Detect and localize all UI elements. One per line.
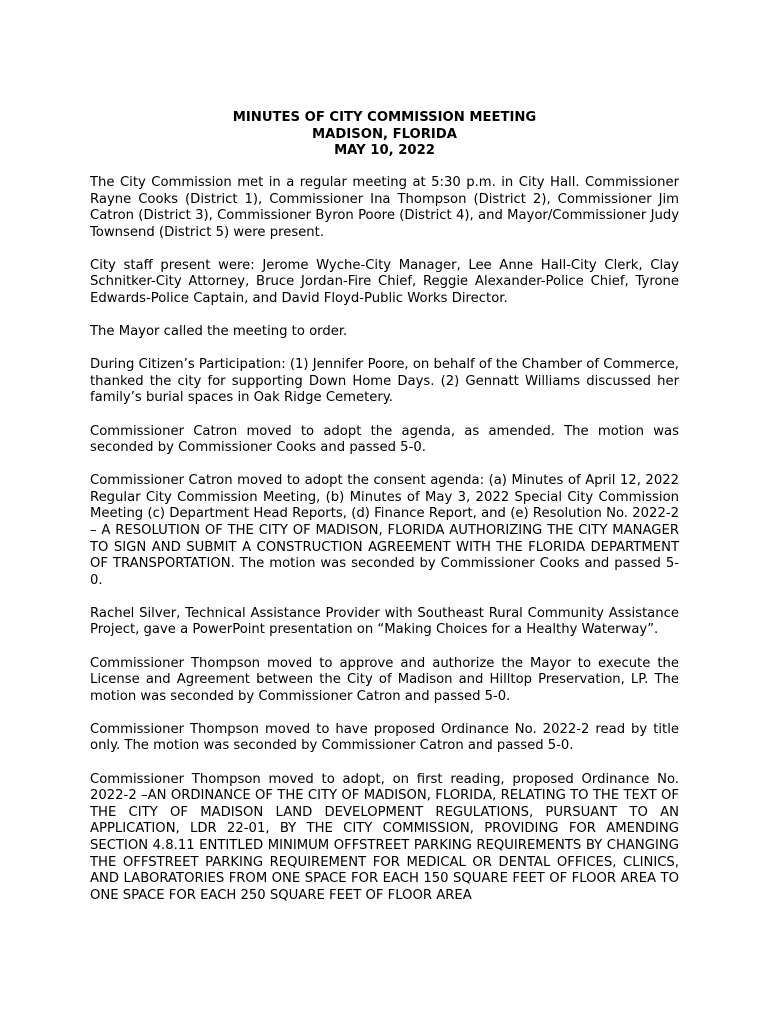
document-heading	[90, 110, 679, 160]
paragraph-citizen-participation: During Citizen’s Participation: (1) Jennifer Poore, on behalf of the Chamber of Commerce, thanked the city for supporting Down Home Days. (2) Gennatt Williams discussed her family’s burial spaces in Oak Ridge Cemetery.	[90, 357, 679, 406]
paragraph-attendance: The City Commission met in a regular meeting at 5:30 p.m. in City Hall. Commissioner Rayne Cooks (District 1), Commissioner Ina Thompson (District 2), Commissioner Jim Catron (District 3), Commissioner Byron Poore (District 4), and Mayor/Commissioner Judy Townsend (District 5) were present.	[90, 175, 679, 240]
document-date: MAY 10, 2022	[334, 143, 435, 158]
paragraph-agenda: Commissioner Catron moved to adopt the agenda, as amended. The motion was seconded by Commissioner Cooks and passed 5-0.	[90, 423, 679, 456]
document-body	[90, 175, 679, 921]
paragraph-consent-agenda: Commissioner Catron moved to adopt the consent agenda: (a) Minutes of April 12, 2022 Regular City Commission Meeting, (b) Minutes of May 3, 2022 Special City Commission Meeting (c) Department Head Reports, (d) Finance Report, and (e) Resolution No. 2022-2 – A RESOLUTION OF THE CITY OF MADISON, FLORIDA AUTHORIZING THE CITY MANAGER TO SIGN AND SUBMIT A CONSTRUCTION AGREEMENT WITH THE FLORIDA DEPARTMENT OF TRANSPORTATION. The motion was seconded by Commissioner Cooks and passed 5-0.	[90, 473, 679, 588]
paragraph-call-to-order: The Mayor called the meeting to order.	[90, 324, 348, 340]
paragraph-presentation: Rachel Silver, Technical Assistance Provider with Southeast Rural Community Assistance Project, gave a PowerPoint presentation on “Making Choices for a Healthy Waterway”.	[90, 605, 679, 638]
document-title: MINUTES OF CITY COMMISSION MEETING	[232, 110, 537, 125]
paragraph-ordinance-first-reading: Commissioner Thompson moved to adopt, on first reading, proposed Ordinance No. 2022-2 –AN ORDINANCE OF THE CITY OF MADISON, FLORIDA, RELATING TO THE TEXT OF THE CITY OF MADISON LAND DEVELOPMENT REGULATIONS, PURSUANT TO AN APPLICATION, LDR 22-01, BY THE CITY COMMISSION, PROVIDING FOR AMENDING SECTION 4.8.11 ENTITLED MINIMUM OFFSTREET PARKING REQUIREMENTS BY CHANGING THE OFFSTREET PARKING REQUIREMENT FOR MEDICAL OR DENTAL OFFICES, CLINICS, AND LABORATORIES FROM ONE SPACE FOR EACH 150 SQUARE FEET OF FLOOR AREA TO ONE SPACE FOR EACH 250 SQUARE FEET OF FLOOR AREA	[90, 771, 679, 903]
paragraph-license-agreement: Commissioner Thompson moved to approve and authorize the Mayor to execute the License and Agreement between the City of Madison and Hilltop Preservation, LP. The motion was seconded by Commissioner Catron and passed 5-0.	[90, 655, 679, 704]
paragraph-ordinance-title-reading: Commissioner Thompson moved to have proposed Ordinance No. 2022-2 read by title only. The motion was seconded by Commissioner Catron and passed 5-0.	[90, 721, 679, 754]
paragraph-staff: City staff present were: Jerome Wyche-City Manager, Lee Anne Hall-City Clerk, Clay Schnitker-City Attorney, Bruce Jordan-Fire Chief, Reggie Alexander-Police Chief, Tyrone Edwards-Police Captain, and David Floyd-Public Works Director.	[90, 257, 679, 307]
document-location: MADISON, FLORIDA	[312, 126, 457, 142]
